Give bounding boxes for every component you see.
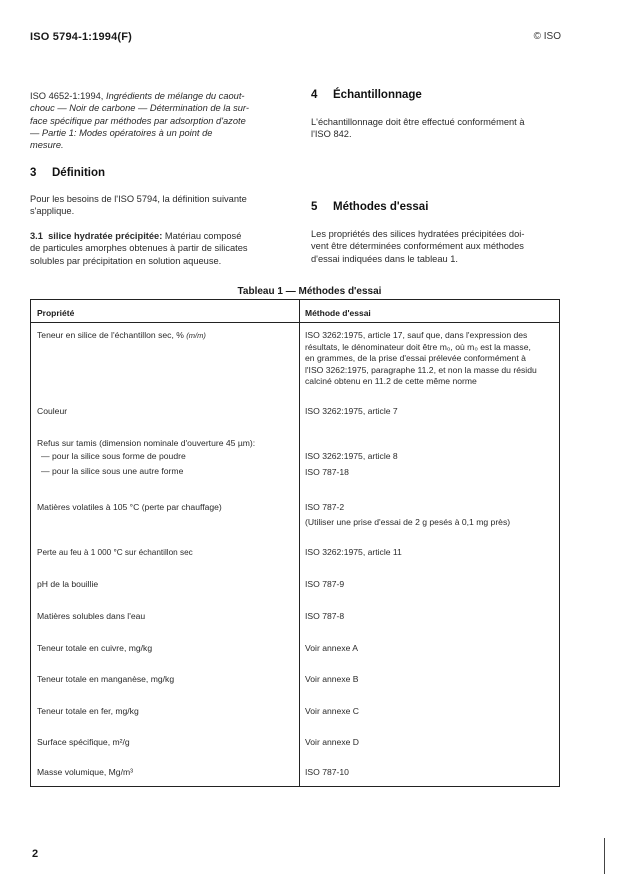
header-divider [31,322,559,323]
table-cell-property: Couleur [37,406,68,416]
table-cell-method: ISO 787-9 [305,579,345,589]
section-4-heading [311,89,422,101]
table-cell-method [305,451,557,478]
reference-line: chouc — Noir de carbone — Détermination de la sur- [30,103,249,114]
table-cell-property: Teneur totale en fer, mg/kg [37,706,139,716]
text-line: solubles par précipitation en solution aqueuse. [30,255,222,266]
method-line: résultats, le dénominateur doit être m₀, où m₀ est la masse, [305,341,531,352]
table-cell-method: ISO 3262:1975, article 7 [305,406,398,416]
section-5-heading [311,201,428,213]
method-line: ISO 3262:1975, article 17, sauf que, dans l'expression des [305,330,528,340]
definition-intro [30,193,282,218]
table-cell-method [305,330,557,388]
test-methods-table [30,299,560,787]
section-number: 5 [311,201,318,213]
property-subitem: — pour la silice sous une autre forme [41,466,184,476]
table-cell-property: Surface spécifique, m²/g [37,737,130,747]
property-unit: (m/m) [186,331,206,340]
document-id: ISO 5794-1:1994(F) [30,31,133,43]
reference-prefix: ISO 4652-1:1994, [30,91,104,101]
copyright-notice: © ISO [533,31,561,42]
column-divider [299,300,300,786]
text-line: de particules amorphes obtenues à partir de silicates [30,243,248,254]
definition-number: 3.1 [30,231,43,241]
text-line: s'applique. [30,206,75,217]
reference-entry [30,90,282,151]
table-cell-method: ISO 787-8 [305,611,345,621]
text-line: l'ISO 842. [311,129,352,140]
page-number: 2 [32,848,39,860]
text-line: L'échantillonnage doit être effectué conformément à [311,117,525,127]
table-cell-property: Teneur totale en cuivre, mg/kg [37,643,153,653]
text-line: Les propriétés des silices hydratées précipitées doi- [311,229,525,239]
table-cell-property [37,438,295,478]
method-line: calciné obtenu en 11.2 de cette même norme [305,376,477,386]
sampling-text [311,116,561,141]
definition-text-start: Matériau composé [162,231,242,241]
method-line: en grammes, de la prise d'essai prélevée conformément à [305,353,526,363]
table-cell-method: ISO 3262:1975, article 11 [305,547,402,557]
method-line: ISO 787-2 [305,502,345,512]
method-line: (Utiliser une prise d'essai de 2 g pesés à 0,1 mg près) [305,516,511,527]
table-cell-property: pH de la bouillie [37,579,99,589]
section-number: 3 [30,167,37,179]
property-text: Refus sur tamis (dimension nominale d'ouverture 45 µm): [37,438,256,448]
section-number: 4 [311,89,318,101]
method-line: ISO 3262:1975, article 8 [305,451,398,461]
table-cell-property: Masse volumique, Mg/m³ [37,767,133,777]
method-line: ISO 787-18 [305,466,349,477]
table-cell-method [305,502,557,528]
table-cell-property: Matières solubles dans l'eau [37,611,146,621]
column-header-method: Méthode d'essai [305,308,371,318]
definition-term: silice hydratée précipitée: [48,231,163,241]
definition-3-1 [30,230,282,267]
text-line: vent être déterminées conformément aux méthodes [311,241,524,252]
property-text: Teneur en silice de l'échantillon sec, % [37,330,187,340]
method-line: l'ISO 3262:1975, paragraphe 11.2, et non la masse du résidu [305,364,537,375]
table-cell-property: Teneur totale en manganèse, mg/kg [37,674,175,684]
methods-text [311,228,563,265]
text-line: Pour les besoins de l'ISO 5794, la définition suivante [30,194,247,204]
table-cell-property: Perte au feu à 1 000 °C sur échantillon sec [37,548,193,557]
section-title: Méthodes d'essai [333,201,429,213]
reference-line: face spécifique par méthodes par adsorption d'azote [30,115,246,126]
text-line: d'essai indiquées dans le tableau 1. [311,253,459,264]
table-cell-method: ISO 787-10 [305,767,349,777]
section-title: Échantillonnage [333,89,422,101]
table-cell-property: Matières volatiles à 105 °C (perte par chauffage) [37,502,222,512]
property-subitem: — pour la silice sous forme de poudre [41,450,186,461]
table-cell-method: Voir annexe C [305,706,359,716]
table-title: Tableau 1 — Méthodes d'essai [237,286,382,297]
table-cell-method: Voir annexe A [305,643,359,653]
column-header-property: Propriété [37,308,75,318]
table-cell-method: Voir annexe B [305,674,359,684]
reference-line: mesure. [30,140,64,151]
reference-title-start: Ingrédients de mélange du caout- [106,91,245,101]
table-cell-method: Voir annexe D [305,737,359,747]
section-title: Définition [52,167,106,179]
reference-line: — Partie 1: Modes opératoires à un point de [30,127,213,138]
section-3-heading [30,167,105,179]
table-cell-property [37,330,295,342]
scan-edge-mark [604,838,605,874]
